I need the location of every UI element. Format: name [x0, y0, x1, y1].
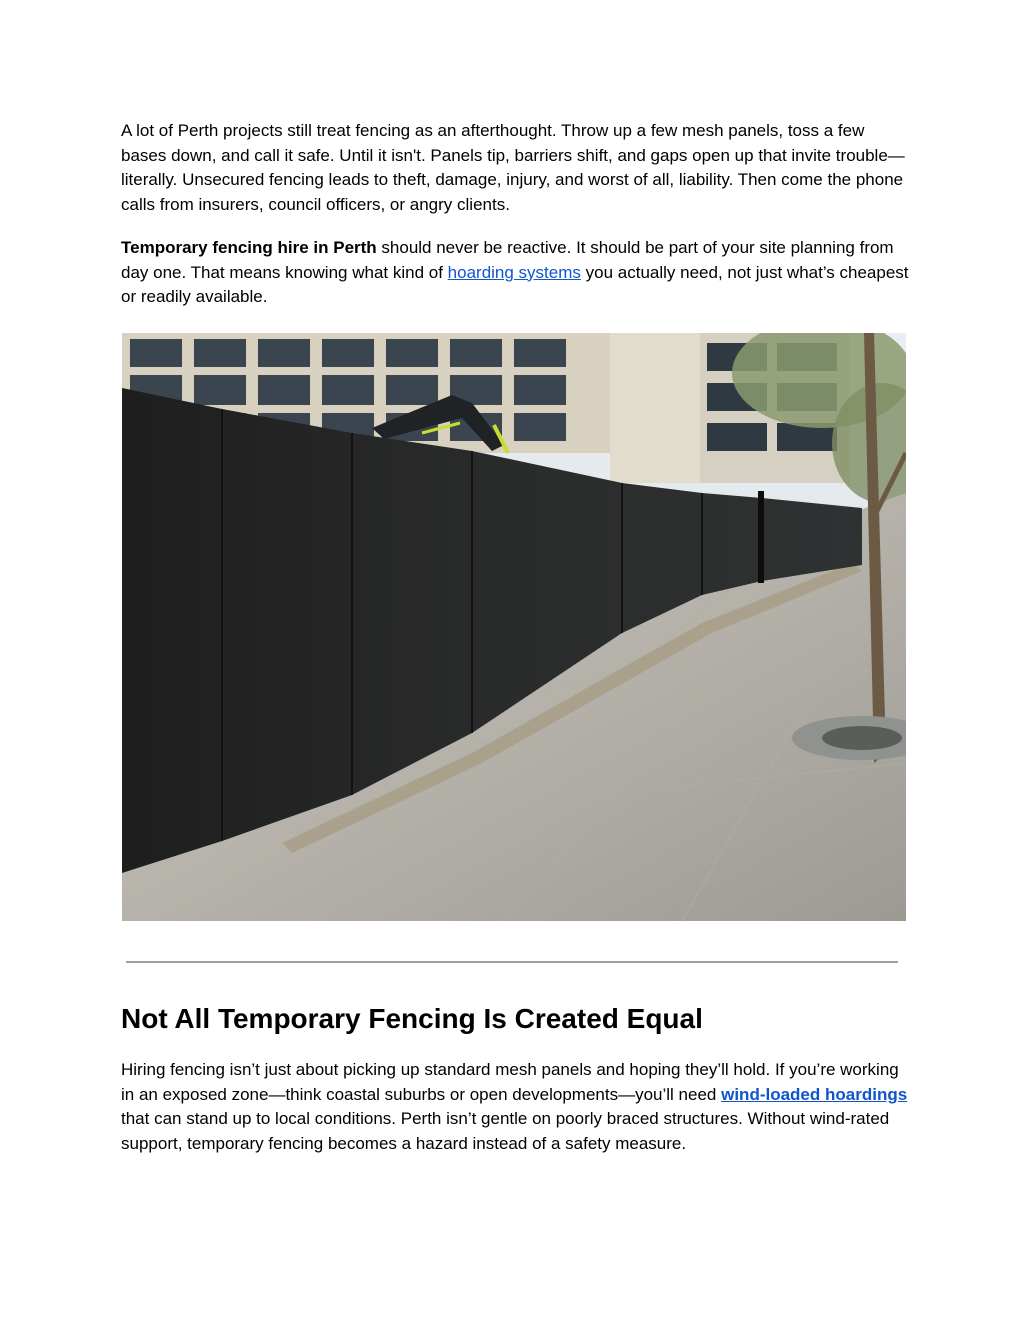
planning-text-after-link: you actually need, not just what’s cheapest or readily available. — [121, 262, 909, 307]
planning-text-before-link: should never be reactive. It should be part of your site planning from day one. That means knowing what kind of — [121, 238, 894, 282]
hoarding-fence-photo — [122, 333, 906, 921]
planning-bold-lead: Temporary fencing hire in Perth — [121, 238, 377, 257]
intro-text: A lot of Perth projects still treat fencing as an afterthought. Throw up a few mesh panels, toss a few bases down, and call it safe. Until it isn't. Panels tip, barriers shift, and gaps open up that invite trouble—literally. Unsecured fencing leads to theft, damage, injury, and worst of all, liability. Then come the phone calls from insurers, council officers, or angry clients. — [121, 121, 905, 214]
hoarding-systems-link[interactable]: hoarding systems — [447, 262, 581, 282]
section-paragraph — [121, 1058, 911, 1156]
wind-loaded-hoardings-link[interactable]: wind-loaded hoardings — [721, 1084, 908, 1104]
intro-paragraph — [121, 119, 911, 217]
section-text-before-link: Hiring fencing isn’t just about picking up standard mesh panels and hoping they’ll hold. If you’re working in an exposed zone—think coastal suburbs or open developments—you’ll need — [121, 1060, 899, 1104]
section-text-after-link: that can stand up to local conditions. Perth isn’t gentle on poorly braced structures. Without wind-rated support, temporary fencing becomes a hazard instead of a safety measure. — [121, 1109, 890, 1153]
section-heading: Not All Temporary Fencing Is Created Equal — [121, 1003, 703, 1034]
planning-paragraph — [121, 236, 911, 310]
horizontal-rule — [126, 961, 898, 963]
